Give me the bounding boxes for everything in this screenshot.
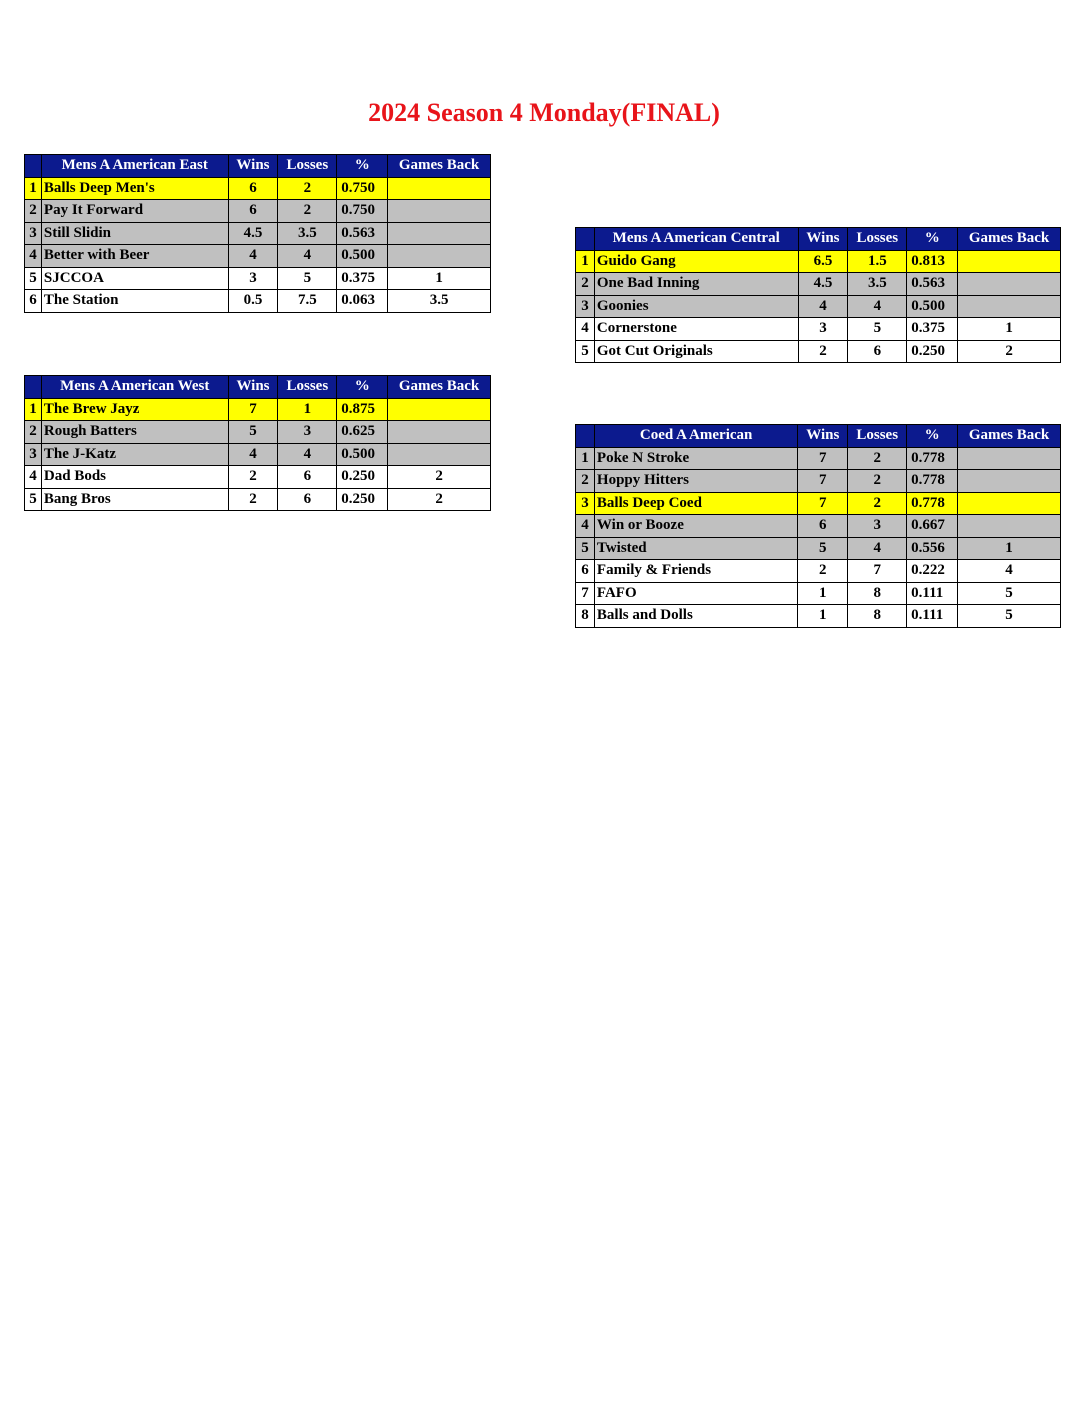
wins-header: Wins	[798, 425, 848, 448]
games-back-cell: 5	[958, 605, 1061, 628]
losses-cell: 8	[848, 582, 907, 605]
team-row	[25, 200, 491, 223]
losses-cell: 2	[848, 447, 907, 470]
standings-table-coed	[575, 424, 1061, 628]
rank-cell: 3	[25, 222, 42, 245]
games-back-cell: 2	[388, 488, 491, 511]
team-row	[25, 177, 491, 200]
games-back-cell	[958, 250, 1061, 273]
rank-cell: 4	[576, 515, 595, 538]
losses-cell: 5	[848, 318, 907, 341]
team-name-cell: Balls and Dolls	[594, 605, 797, 628]
games-back-cell	[388, 177, 491, 200]
standings-table-central	[575, 227, 1061, 363]
team-name-cell: Balls Deep Coed	[594, 492, 797, 515]
games-back-header: Games Back	[388, 155, 491, 178]
losses-cell: 2	[848, 470, 907, 493]
wins-cell: 4.5	[798, 273, 848, 296]
rank-cell: 6	[576, 560, 595, 583]
team-name-cell: Got Cut Originals	[594, 340, 798, 363]
pct-cell: 0.750	[337, 177, 388, 200]
losses-cell: 1	[278, 398, 337, 421]
wins-cell: 7	[798, 492, 848, 515]
division-name: Mens A American East	[41, 155, 228, 178]
games-back-header: Games Back	[958, 425, 1061, 448]
standings-table-west	[24, 375, 491, 511]
wins-header: Wins	[228, 376, 278, 399]
team-name-cell: Hoppy Hitters	[594, 470, 797, 493]
games-back-cell	[388, 421, 491, 444]
team-name-cell: The Brew Jayz	[41, 398, 228, 421]
rank-cell: 5	[576, 340, 595, 363]
division-name: Mens A American Central	[594, 228, 798, 251]
losses-cell: 4	[278, 443, 337, 466]
games-back-cell	[958, 492, 1061, 515]
pct-cell: 0.111	[907, 605, 958, 628]
team-row	[576, 447, 1061, 470]
pct-cell: 0.778	[907, 447, 958, 470]
pct-header: %	[907, 425, 958, 448]
pct-cell: 0.667	[907, 515, 958, 538]
games-back-cell: 4	[958, 560, 1061, 583]
team-name-cell: SJCCOA	[41, 267, 228, 290]
rank-cell: 1	[25, 177, 42, 200]
games-back-cell	[388, 200, 491, 223]
losses-cell: 4	[848, 537, 907, 560]
wins-cell: 4	[798, 295, 848, 318]
wins-cell: 0.5	[228, 290, 278, 313]
pct-header: %	[337, 376, 388, 399]
team-row	[576, 582, 1061, 605]
wins-cell: 7	[798, 447, 848, 470]
wins-cell: 6.5	[798, 250, 848, 273]
games-back-cell	[958, 295, 1061, 318]
pct-cell: 0.750	[337, 200, 388, 223]
games-back-cell: 3.5	[388, 290, 491, 313]
games-back-header: Games Back	[388, 376, 491, 399]
pct-cell: 0.375	[337, 267, 388, 290]
wins-cell: 4.5	[228, 222, 278, 245]
team-name-cell: Balls Deep Men's	[41, 177, 228, 200]
losses-cell: 3.5	[278, 222, 337, 245]
rank-cell: 3	[576, 492, 595, 515]
wins-cell: 5	[798, 537, 848, 560]
wins-cell: 3	[798, 318, 848, 341]
pct-cell: 0.500	[907, 295, 958, 318]
games-back-cell	[388, 222, 491, 245]
losses-cell: 2	[278, 177, 337, 200]
division-name: Mens A American West	[41, 376, 228, 399]
losses-cell: 4	[278, 245, 337, 268]
games-back-cell: 1	[958, 318, 1061, 341]
team-row	[576, 605, 1061, 628]
rank-cell: 2	[576, 470, 595, 493]
losses-cell: 7	[848, 560, 907, 583]
losses-header: Losses	[848, 228, 907, 251]
team-name-cell: Still Slidin	[41, 222, 228, 245]
pct-cell: 0.563	[337, 222, 388, 245]
rank-cell: 2	[576, 273, 595, 296]
team-row	[25, 466, 491, 489]
header-row	[576, 425, 1061, 448]
rank-cell: 2	[25, 421, 42, 444]
pct-cell: 0.111	[907, 582, 958, 605]
team-row	[576, 560, 1061, 583]
team-name-cell: Cornerstone	[594, 318, 798, 341]
header-row	[576, 228, 1061, 251]
pct-header: %	[907, 228, 958, 251]
wins-cell: 5	[228, 421, 278, 444]
rank-cell: 3	[576, 295, 595, 318]
team-row	[25, 245, 491, 268]
rank-header	[25, 376, 42, 399]
team-name-cell: Poke N Stroke	[594, 447, 797, 470]
games-back-cell	[958, 273, 1061, 296]
page-title: 2024 Season 4 Monday(FINAL)	[368, 98, 720, 127]
pct-cell: 0.250	[337, 466, 388, 489]
team-name-cell: Rough Batters	[41, 421, 228, 444]
wins-cell: 4	[228, 443, 278, 466]
games-back-cell: 1	[958, 537, 1061, 560]
pct-cell: 0.222	[907, 560, 958, 583]
wins-cell: 6	[228, 177, 278, 200]
team-name-cell: Bang Bros	[41, 488, 228, 511]
team-row	[25, 488, 491, 511]
team-name-cell: Better with Beer	[41, 245, 228, 268]
rank-cell: 2	[25, 200, 42, 223]
games-back-cell: 2	[388, 466, 491, 489]
wins-cell: 7	[798, 470, 848, 493]
losses-cell: 6	[278, 488, 337, 511]
team-name-cell: Family & Friends	[594, 560, 797, 583]
rank-cell: 5	[25, 488, 42, 511]
losses-cell: 6	[278, 466, 337, 489]
losses-cell: 3.5	[848, 273, 907, 296]
losses-cell: 8	[848, 605, 907, 628]
rank-header	[25, 155, 42, 178]
losses-cell: 1.5	[848, 250, 907, 273]
team-row	[25, 290, 491, 313]
wins-cell: 2	[798, 340, 848, 363]
pct-cell: 0.556	[907, 537, 958, 560]
team-name-cell: Dad Bods	[41, 466, 228, 489]
losses-cell: 2	[278, 200, 337, 223]
losses-cell: 2	[848, 492, 907, 515]
losses-cell: 4	[848, 295, 907, 318]
pct-cell: 0.778	[907, 470, 958, 493]
pct-header: %	[337, 155, 388, 178]
team-name-cell: Guido Gang	[594, 250, 798, 273]
pct-cell: 0.500	[337, 245, 388, 268]
division-name: Coed A American	[594, 425, 797, 448]
games-back-cell	[958, 447, 1061, 470]
team-name-cell: Win or Booze	[594, 515, 797, 538]
pct-cell: 0.063	[337, 290, 388, 313]
team-row	[25, 443, 491, 466]
wins-cell: 1	[798, 582, 848, 605]
rank-cell: 4	[25, 245, 42, 268]
pct-cell: 0.250	[907, 340, 958, 363]
wins-cell: 6	[798, 515, 848, 538]
team-name-cell: The Station	[41, 290, 228, 313]
standings-table-east	[24, 154, 491, 313]
header-row	[25, 155, 491, 178]
losses-header: Losses	[278, 376, 337, 399]
rank-header	[576, 425, 595, 448]
rank-cell: 4	[576, 318, 595, 341]
games-back-cell: 1	[388, 267, 491, 290]
rank-header	[576, 228, 595, 251]
losses-cell: 6	[848, 340, 907, 363]
games-back-cell	[958, 470, 1061, 493]
team-name-cell: Twisted	[594, 537, 797, 560]
rank-cell: 8	[576, 605, 595, 628]
team-row	[576, 537, 1061, 560]
pct-cell: 0.875	[337, 398, 388, 421]
team-row	[25, 398, 491, 421]
rank-cell: 4	[25, 466, 42, 489]
losses-cell: 5	[278, 267, 337, 290]
pct-cell: 0.500	[337, 443, 388, 466]
games-back-header: Games Back	[958, 228, 1061, 251]
rank-cell: 1	[576, 250, 595, 273]
rank-cell: 6	[25, 290, 42, 313]
wins-header: Wins	[228, 155, 278, 178]
losses-header: Losses	[278, 155, 337, 178]
team-row	[576, 470, 1061, 493]
wins-cell: 4	[228, 245, 278, 268]
team-row	[576, 318, 1061, 341]
team-row	[25, 222, 491, 245]
games-back-cell	[388, 443, 491, 466]
losses-cell: 3	[848, 515, 907, 538]
team-name-cell: The J-Katz	[41, 443, 228, 466]
team-row	[576, 515, 1061, 538]
team-row	[576, 295, 1061, 318]
pct-cell: 0.563	[907, 273, 958, 296]
team-name-cell: Goonies	[594, 295, 798, 318]
team-row	[25, 421, 491, 444]
wins-cell: 7	[228, 398, 278, 421]
wins-cell: 1	[798, 605, 848, 628]
wins-cell: 3	[228, 267, 278, 290]
team-name-cell: One Bad Inning	[594, 273, 798, 296]
losses-header: Losses	[848, 425, 907, 448]
losses-cell: 7.5	[278, 290, 337, 313]
team-row	[576, 250, 1061, 273]
team-row	[25, 267, 491, 290]
team-row	[576, 340, 1061, 363]
games-back-cell	[388, 245, 491, 268]
team-row	[576, 273, 1061, 296]
pct-cell: 0.813	[907, 250, 958, 273]
rank-cell: 1	[576, 447, 595, 470]
pct-cell: 0.375	[907, 318, 958, 341]
wins-cell: 6	[228, 200, 278, 223]
pct-cell: 0.778	[907, 492, 958, 515]
team-row	[576, 492, 1061, 515]
wins-cell: 2	[798, 560, 848, 583]
rank-cell: 5	[25, 267, 42, 290]
games-back-cell	[388, 398, 491, 421]
pct-cell: 0.625	[337, 421, 388, 444]
games-back-cell: 5	[958, 582, 1061, 605]
wins-cell: 2	[228, 488, 278, 511]
wins-header: Wins	[798, 228, 848, 251]
rank-cell: 7	[576, 582, 595, 605]
rank-cell: 1	[25, 398, 42, 421]
games-back-cell	[958, 515, 1061, 538]
losses-cell: 3	[278, 421, 337, 444]
header-row	[25, 376, 491, 399]
wins-cell: 2	[228, 466, 278, 489]
pct-cell: 0.250	[337, 488, 388, 511]
team-name-cell: Pay It Forward	[41, 200, 228, 223]
rank-cell: 5	[576, 537, 595, 560]
games-back-cell: 2	[958, 340, 1061, 363]
rank-cell: 3	[25, 443, 42, 466]
team-name-cell: FAFO	[594, 582, 797, 605]
